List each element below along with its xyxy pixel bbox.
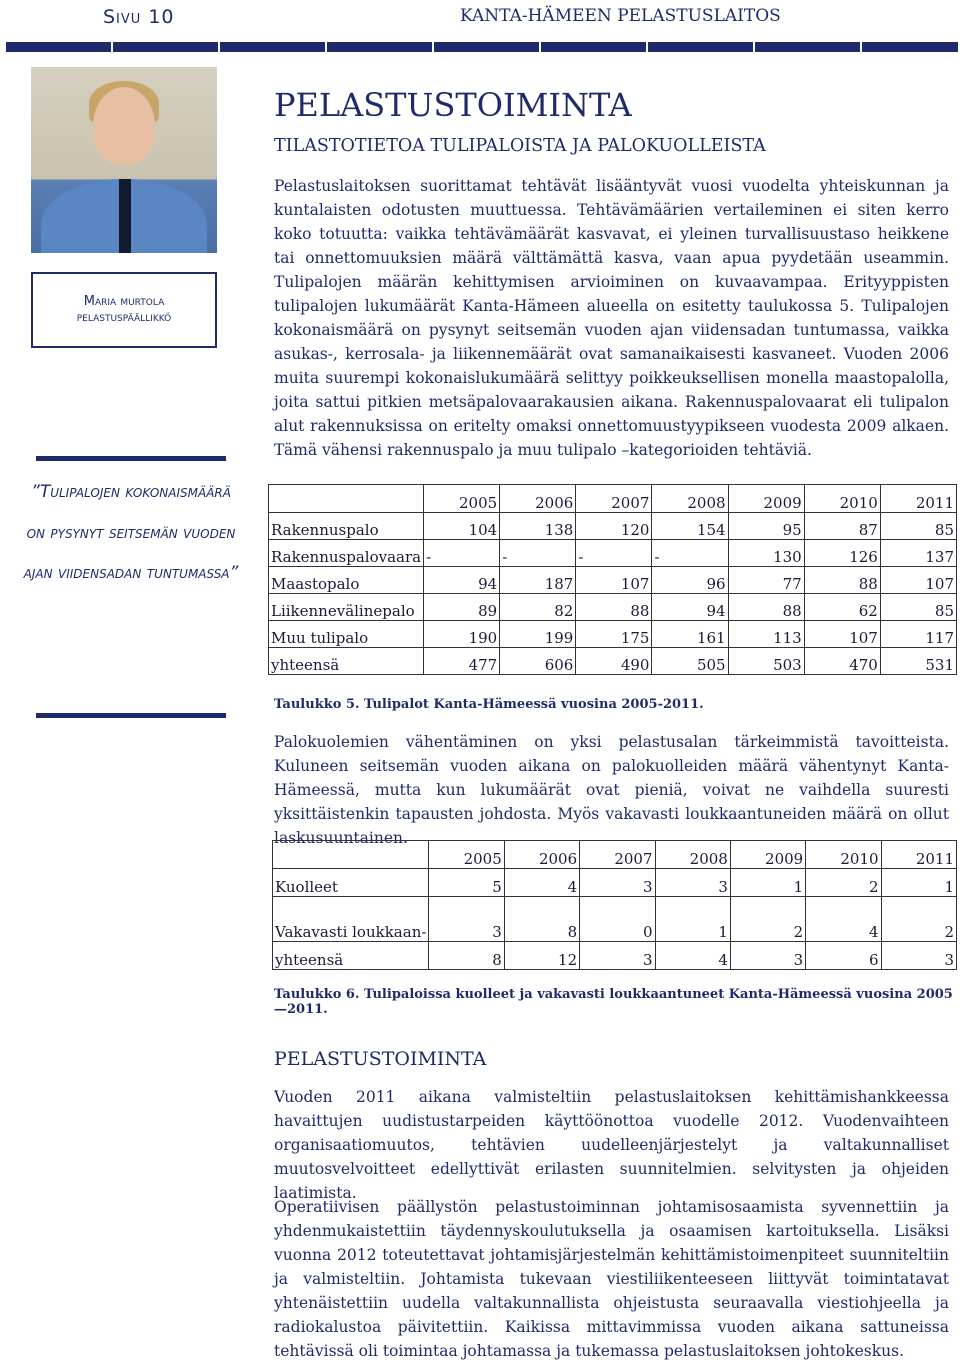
value-cell: 3 — [881, 942, 956, 970]
year-header-cell: 2009 — [730, 841, 805, 869]
year-header-cell: 2007 — [580, 841, 655, 869]
table-corner-cell — [273, 841, 429, 869]
value-cell: 94 — [652, 594, 728, 621]
row-label-cell: yhteensä — [269, 648, 424, 675]
year-header-cell: 2006 — [504, 841, 579, 869]
year-header-cell: 2008 — [652, 485, 728, 513]
section-title: PELASTUSTOIMINTA — [274, 1048, 487, 1070]
value-cell: 1 — [655, 897, 730, 942]
row-label-cell: Rakennuspalo — [269, 513, 424, 540]
value-cell: 503 — [728, 648, 804, 675]
value-cell: 8 — [429, 942, 504, 970]
value-cell: 88 — [728, 594, 804, 621]
value-cell: 88 — [576, 594, 652, 621]
casualties-table — [272, 840, 957, 970]
value-cell: 8 — [504, 897, 579, 942]
value-cell: 120 — [576, 513, 652, 540]
value-cell: 88 — [804, 567, 880, 594]
value-cell: 190 — [424, 621, 500, 648]
paragraph-development: Vuoden 2011 aikana valmisteltiin pelastuslaitoksen kehittämishankkeessa havaittujen uudistustarpeiden käyttöönottoa vuodelle 2012. Vuodenvaihteen organisaatiomuutos, tehtävien uudelleenjärjestelyt ja valtakunnalliset muutosvelvoitteet edellyttivät erilasten suunnitelmien. selvitysten ja ohjeiden laatimista. — [274, 1088, 949, 1202]
paragraph-intro: Pelastuslaitoksen suorittamat tehtävät lisääntyvät vuosi vuodelta yhteiskunnan ja kuntalaisten odotusten muuttuessa. Tehtävämäärien vertaileminen ei siten kerro koko totuutta: vaikka tehtävämäärät kasvavat, ei yleinen turvallisuustaso heikkene tai onnettomuuksien määrä välttämättä kasva, vaan apua pyydetään useammin. Tulipalojen määrän kehittymisen arvioiminen on kuvaavampaa. Erityyppisten tulipalojen lukumäärät Kanta-Hämeen alueella on esitetty taulukossa 5. Tulipalojen kokonaismäärä on pysynyt seitsemän vuoden ajan viidensadan tuntumassa, vaikka asukas-, kerrosala- ja liikennemäärät ovat samanaikaisesti kasvaneet. Vuoden 2006 muita suurempi kokonaislukumäärä selittyy poikkeuksellisen monella maastopalolla, joita sattui pitkien metsäpalovaarakausien aikana. Rakennuspalovaarat eli tulipalon alut rakennuksissa on eritelty omaksi onnettomuustyypikseen vuodesta 2009 alkaen. Tämä vähensi rakennuspalo ja muu tulipalo –kategorioiden tehtäviä. — [274, 177, 949, 459]
table-row — [269, 621, 957, 648]
table-header-row — [273, 841, 957, 869]
author-role: pelastuspäällikkö — [76, 310, 172, 325]
value-cell: 2 — [881, 897, 956, 942]
value-cell: 130 — [728, 540, 804, 567]
value-cell: 154 — [652, 513, 728, 540]
year-header-cell: 2008 — [655, 841, 730, 869]
value-cell: 107 — [576, 567, 652, 594]
value-cell: 4 — [504, 869, 579, 897]
row-label-cell: Muu tulipalo — [269, 621, 424, 648]
value-cell: 161 — [652, 621, 728, 648]
value-cell: 187 — [500, 567, 576, 594]
value-cell: 175 — [576, 621, 652, 648]
paragraph-operations: Operatiivisen päällystön pelastustoiminnan johtamisosaamista syvennettiin ja yhdenmukaistettiin täydennyskoulutuksella ja osaamisen kartoituksella. Lisäksi vuonna 2012 toteutettavat johtamisjärjestelmän kehittämistoimenpiteet suunniteltiin ja valmisteltiin. Johtamista tukevaan viestiliikenteeseen liittyvät toimintatavat yhtenäistettiin uudella valtakunnallista ohjeistusta seuraavalla viestiohjeella ja radiokalustoa päivitettiin. Kaikissa mittavimmissa vuoden aikana sattuneissa tehtävissä oli toimintaa johtamassa ja tukemassa pelastuslaitoksen johtokeskus. — [274, 1198, 949, 1360]
year-header-cell: 2007 — [576, 485, 652, 513]
row-label-cell: Maastopalo — [269, 567, 424, 594]
author-name: Maria murtola — [83, 294, 165, 309]
table6-caption: Taulukko 6. Tulipaloissa kuolleet ja vakavasti loukkaantuneet Kanta-Hämeessä vuosina 2005 —2011. — [274, 987, 953, 1017]
row-label-cell: Rakennuspalovaara — [269, 540, 424, 567]
value-cell: 6 — [806, 942, 881, 970]
value-cell: 3 — [580, 942, 655, 970]
value-cell: 606 — [500, 648, 576, 675]
value-cell: 117 — [880, 621, 956, 648]
portrait-photo — [31, 67, 217, 253]
table-row — [269, 567, 957, 594]
value-cell: - — [576, 540, 652, 567]
value-cell: 3 — [580, 869, 655, 897]
page-title: PELASTUSTOIMINTA — [274, 86, 632, 124]
table-row — [269, 513, 957, 540]
value-cell: 85 — [880, 513, 956, 540]
value-cell: 505 — [652, 648, 728, 675]
value-cell: 77 — [728, 567, 804, 594]
table-corner-cell — [269, 485, 424, 513]
value-cell: 82 — [500, 594, 576, 621]
row-label-cell: Vakavasti loukkaan- — [273, 897, 429, 942]
value-cell: - — [500, 540, 576, 567]
value-cell: 1 — [881, 869, 956, 897]
value-cell: 137 — [880, 540, 956, 567]
table-header-row — [269, 485, 957, 513]
year-header-cell: 2010 — [806, 841, 881, 869]
value-cell: 470 — [804, 648, 880, 675]
row-label-cell: Kuolleet — [273, 869, 429, 897]
paragraph-fatalities: Palokuolemien vähentäminen on yksi pelastusalan tärkeimmistä tavoitteista. Kuluneen seitsemän vuoden aikana on palokuolleiden määrä vähentynyt Kanta-Hämeessä, mutta kun lukumäärät ovat pieniä, voivat ne vaihdella suuresti yksittäistenkin tapausten johdosta. Myös vakavasti loukkaantuneiden määrä on ollut laskusuuntainen. — [274, 733, 949, 847]
table5-caption: Taulukko 5. Tulipalot Kanta-Hämeessä vuosina 2005-2011. — [274, 697, 704, 712]
row-label-cell: Liikennevälinepalo — [269, 594, 424, 621]
value-cell: 95 — [728, 513, 804, 540]
year-header-cell: 2006 — [500, 485, 576, 513]
value-cell: 3 — [655, 869, 730, 897]
table-row — [269, 594, 957, 621]
value-cell: - — [652, 540, 728, 567]
value-cell: 96 — [652, 567, 728, 594]
value-cell: - — [424, 540, 500, 567]
page-subtitle: TILASTOTIETOA TULIPALOISTA JA PALOKUOLLEISTA — [274, 136, 766, 156]
value-cell: 477 — [424, 648, 500, 675]
value-cell: 0 — [580, 897, 655, 942]
table-row — [273, 897, 957, 942]
fires-table — [268, 484, 957, 675]
value-cell: 94 — [424, 567, 500, 594]
value-cell: 107 — [804, 621, 880, 648]
value-cell: 5 — [429, 869, 504, 897]
quote-bottom-bar — [36, 713, 226, 718]
row-label-cell: yhteensä — [273, 942, 429, 970]
value-cell: 87 — [804, 513, 880, 540]
value-cell: 12 — [504, 942, 579, 970]
value-cell: 3 — [429, 897, 504, 942]
value-cell: 2 — [730, 897, 805, 942]
page-number: Sivu 10 — [103, 6, 175, 28]
year-header-cell: 2005 — [424, 485, 500, 513]
value-cell: 4 — [806, 897, 881, 942]
author-box — [31, 272, 217, 348]
year-header-cell: 2010 — [804, 485, 880, 513]
quote-top-bar — [36, 456, 226, 461]
value-cell: 2 — [806, 869, 881, 897]
value-cell: 104 — [424, 513, 500, 540]
year-header-cell: 2009 — [728, 485, 804, 513]
value-cell: 1 — [730, 869, 805, 897]
value-cell: 85 — [880, 594, 956, 621]
organization-header: KANTA-HÄMEEN PELASTUSLAITOS — [460, 6, 781, 26]
value-cell: 490 — [576, 648, 652, 675]
year-header-cell: 2011 — [880, 485, 956, 513]
value-cell: 3 — [730, 942, 805, 970]
value-cell: 138 — [500, 513, 576, 540]
table-row — [273, 942, 957, 970]
year-header-cell: 2005 — [429, 841, 504, 869]
header-divider — [6, 42, 958, 52]
value-cell: 107 — [880, 567, 956, 594]
value-cell: 4 — [655, 942, 730, 970]
value-cell: 199 — [500, 621, 576, 648]
value-cell: 531 — [880, 648, 956, 675]
table-row — [269, 648, 957, 675]
pull-quote: ”Tulipalojen kokonaismäärä on pysynyt seitsemän vuoden ajan viidensadan tuntumassa” — [23, 482, 239, 583]
value-cell: 62 — [804, 594, 880, 621]
table-row — [269, 540, 957, 567]
table-row — [273, 869, 957, 897]
value-cell: 89 — [424, 594, 500, 621]
value-cell: 126 — [804, 540, 880, 567]
year-header-cell: 2011 — [881, 841, 956, 869]
value-cell: 113 — [728, 621, 804, 648]
